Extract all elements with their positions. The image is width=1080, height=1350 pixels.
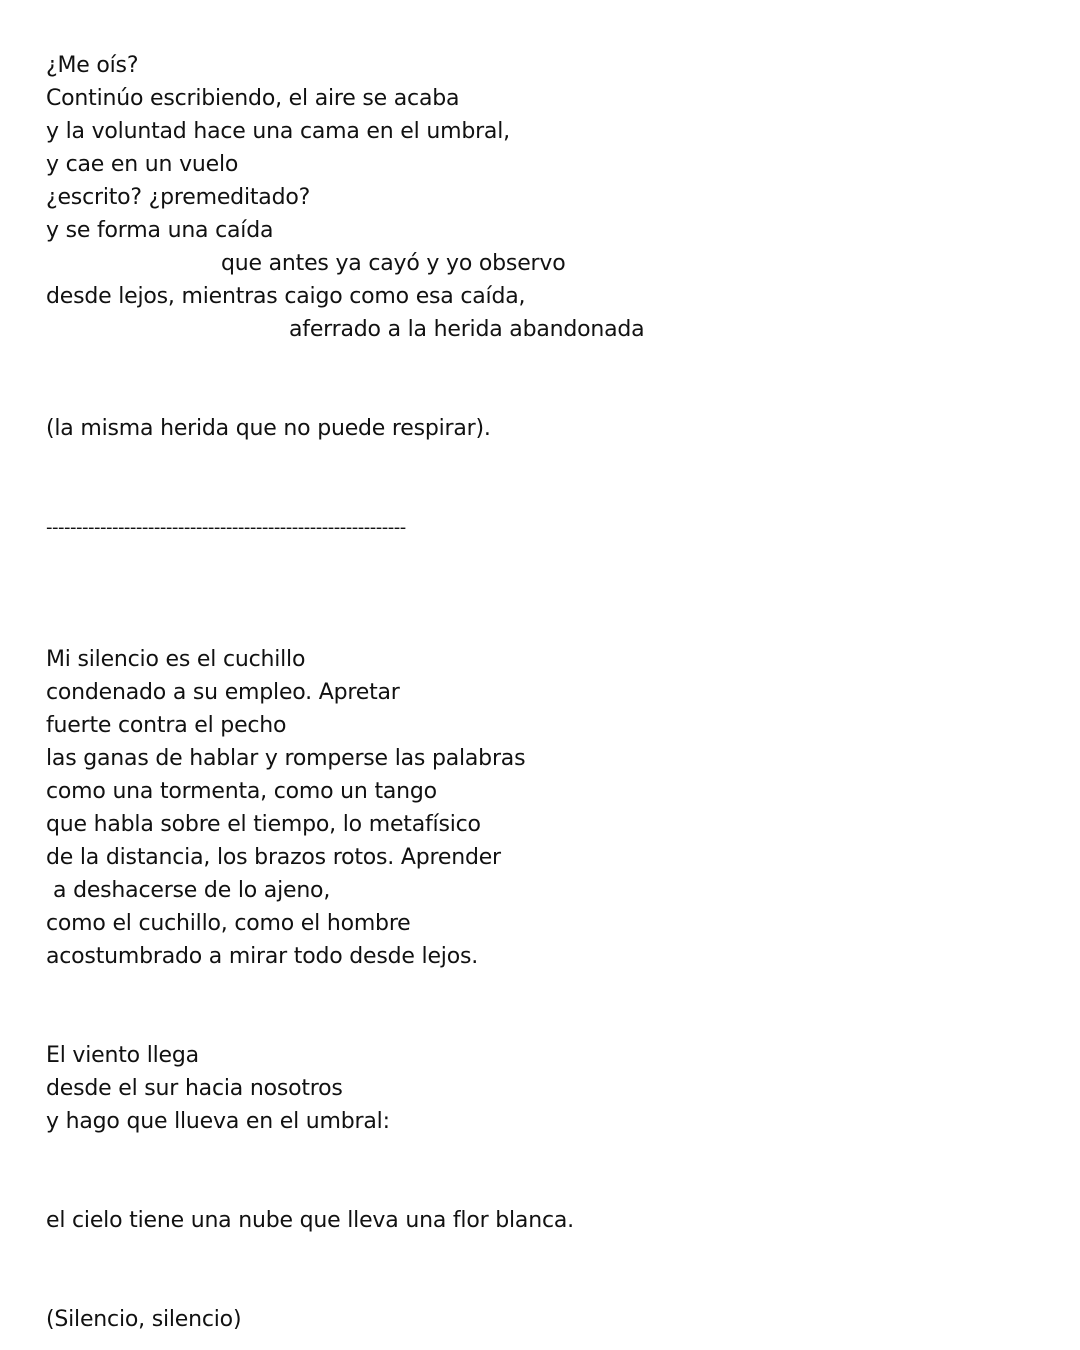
poem-line: Mi silencio es el cuchillo bbox=[46, 647, 306, 672]
poem-line: ¿Me oís? bbox=[46, 53, 139, 78]
section-separator: ------------------------------------------------------------ bbox=[46, 517, 406, 538]
poem-line: acostumbrado a mirar todo desde lejos. bbox=[46, 944, 479, 969]
poem-line: (Silencio, silencio) bbox=[46, 1307, 242, 1332]
poem-page bbox=[46, 49, 1046, 1336]
stanza-1 bbox=[46, 49, 1046, 346]
stanza-6 bbox=[46, 1303, 1046, 1336]
stanza-2 bbox=[46, 412, 1046, 445]
stanza-gap bbox=[46, 445, 1046, 511]
poem-line: a deshacerse de lo ajeno, bbox=[53, 878, 331, 903]
poem-line: el cielo tiene una nube que lleva una flor blanca. bbox=[46, 1208, 574, 1233]
poem-line: El viento llega bbox=[46, 1043, 199, 1068]
stanza-gap bbox=[46, 1237, 1046, 1303]
poem-line: que antes ya cayó y yo observo bbox=[221, 251, 566, 276]
poem-line: y se forma una caída bbox=[46, 218, 274, 243]
stanza-gap bbox=[46, 973, 1046, 1039]
poem-line: desde lejos, mientras caigo como esa caída, bbox=[46, 284, 526, 309]
stanza-4 bbox=[46, 1039, 1046, 1138]
poem-line: como una tormenta, como un tango bbox=[46, 779, 437, 804]
stanza-gap bbox=[46, 544, 1046, 643]
poem-line: ¿escrito? ¿premeditado? bbox=[46, 185, 311, 210]
stanza-gap bbox=[46, 346, 1046, 412]
stanza-gap bbox=[46, 1138, 1046, 1204]
poem-line: y la voluntad hace una cama en el umbral, bbox=[46, 119, 510, 144]
poem-line: desde el sur hacia nosotros bbox=[46, 1076, 343, 1101]
poem-line: Continúo escribiendo, el aire se acaba bbox=[46, 86, 460, 111]
stanza-3 bbox=[46, 643, 1046, 973]
poem-line: y cae en un vuelo bbox=[46, 152, 239, 177]
poem-line: de la distancia, los brazos rotos. Aprender bbox=[46, 845, 501, 870]
poem-line: como el cuchillo, como el hombre bbox=[46, 911, 411, 936]
poem-line: y hago que llueva en el umbral: bbox=[46, 1109, 390, 1134]
stanza-5 bbox=[46, 1204, 1046, 1237]
poem-line: aferrado a la herida abandonada bbox=[289, 317, 645, 342]
poem-line: (la misma herida que no puede respirar). bbox=[46, 416, 491, 441]
poem-line: condenado a su empleo. Apretar bbox=[46, 680, 400, 705]
poem-line: las ganas de hablar y romperse las palabras bbox=[46, 746, 526, 771]
poem-line: fuerte contra el pecho bbox=[46, 713, 287, 738]
poem-line: que habla sobre el tiempo, lo metafísico bbox=[46, 812, 481, 837]
